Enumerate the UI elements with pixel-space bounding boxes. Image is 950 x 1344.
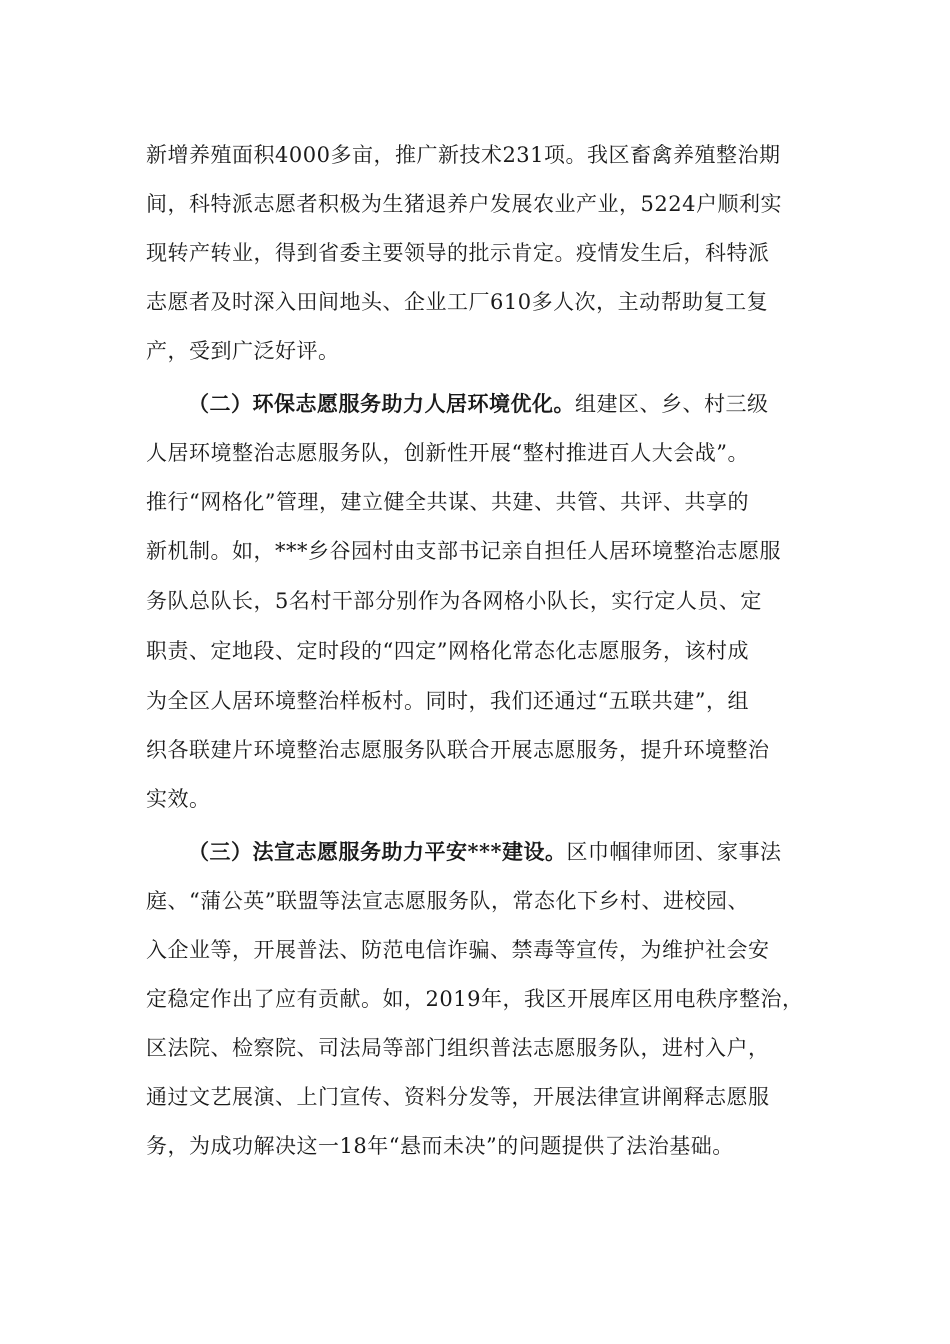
text-line: 入企业等，开展普法、防范电信诈骗、禁毒等宣传，为维护社会安 <box>146 938 770 962</box>
section-heading: （三）法宣志愿服务助力平安***建设。 <box>188 839 567 864</box>
text-line: 现转产转业，得到省委主要领导的批示肯定。疫情发生后，科特派 <box>146 241 770 265</box>
text-line: 务队总队长，5名村干部分别作为各网格小队长，实行定人员、定 <box>146 589 762 613</box>
text-line: 推行“网格化”管理，建立健全共谋、共建、共管、共评、共享的 <box>146 490 749 514</box>
text-line: 为全区人居环境整治样板村。同时，我们还通过“五联共建”，组 <box>146 689 749 713</box>
text-line: 新机制。如，***乡谷园村由支部书记亲自担任人居环境整治志愿服 <box>146 539 781 563</box>
text-line: 产，受到广泛好评。 <box>146 339 340 363</box>
text-line: 庭、“蒲公英”联盟等法宣志愿服务队，常态化下乡村、进校园、 <box>146 889 749 913</box>
text-line: 通过文艺展演、上门宣传、资料分发等，开展法律宣讲阐释志愿服 <box>146 1085 770 1109</box>
text-line: 职责、定地段、定时段的“四定”网格化常态化志愿服务，该村成 <box>146 639 749 663</box>
section-heading: （二）环保志愿服务助力人居环境优化。 <box>188 391 575 416</box>
text-span: 区巾帼律师团、家事法 <box>566 840 782 864</box>
text-line: 区法院、检察院、司法局等部门组织普法志愿服务队，进村入户， <box>146 1036 770 1060</box>
text-line: 间，科特派志愿者积极为生猪退养户发展农业产业，5224户顺利实 <box>146 192 782 216</box>
text-line: 人居环境整治志愿服务队，创新性开展“整村推进百人大会战”。 <box>146 441 749 465</box>
text-line: 实效。 <box>146 787 211 811</box>
text-line: 志愿者及时深入田间地头、企业工厂610多人次，主动帮助复工复 <box>146 290 769 314</box>
paragraph-first-line <box>146 837 816 867</box>
paragraph-first-line <box>146 389 816 419</box>
text-line: 新增养殖面积4000多亩，推广新技术231项。我区畜禽养殖整治期 <box>146 143 781 167</box>
text-line: 织各联建片环境整治志愿服务队联合开展志愿服务，提升环境整治 <box>146 738 770 762</box>
text-span: 组建区、乡、村三级 <box>575 392 769 416</box>
text-line: 务，为成功解决这一18年“悬而未决”的问题提供了法治基础。 <box>146 1134 734 1158</box>
text-line: 定稳定作出了应有贡献。如，2019年，我区开展库区用电秩序整治， <box>146 987 804 1011</box>
